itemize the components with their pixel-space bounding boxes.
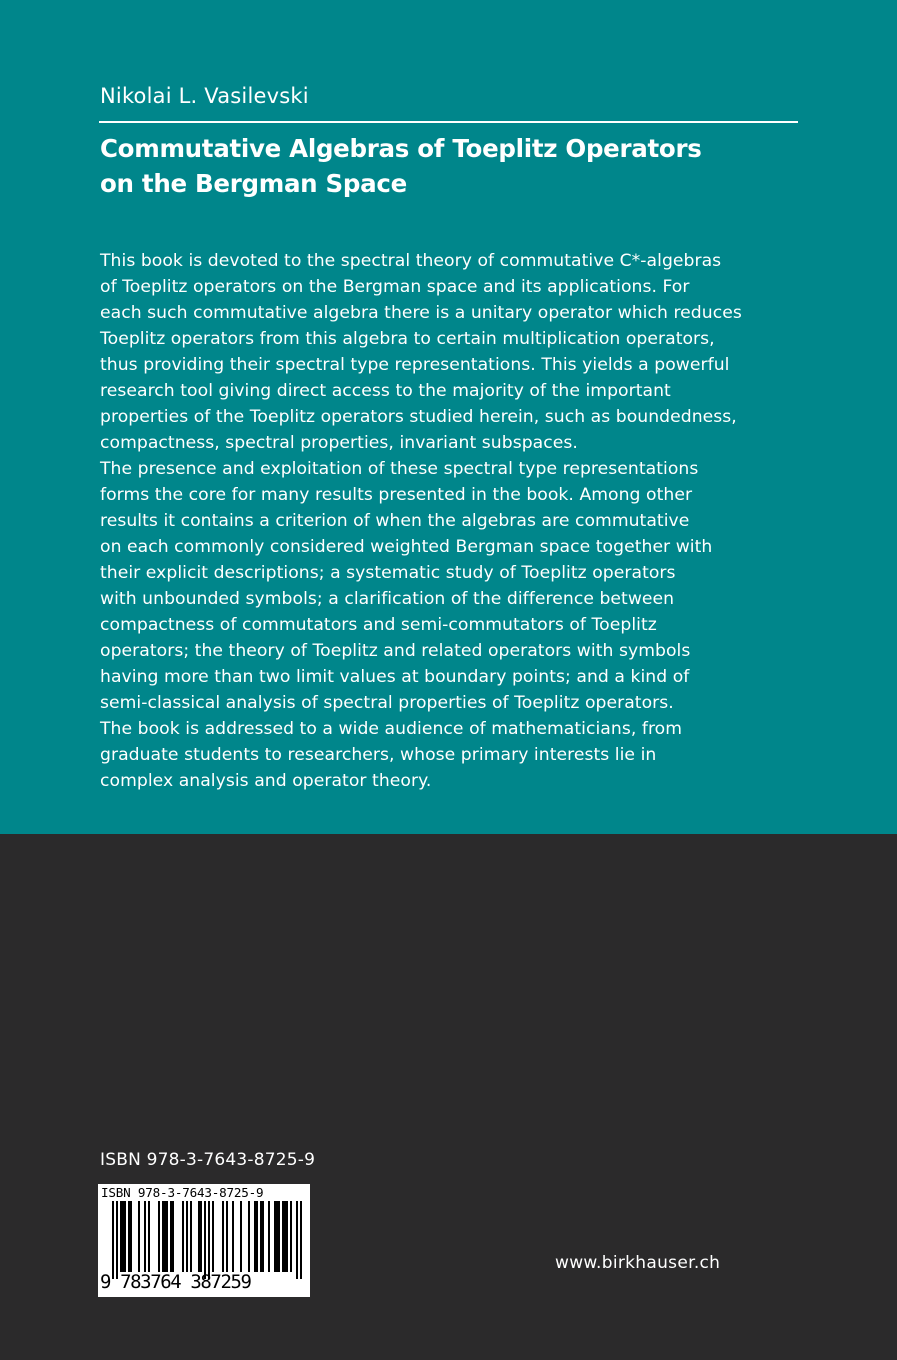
publisher-website[interactable]: www.birkhauser.ch [555, 1253, 721, 1273]
barcode-bar [130, 1201, 132, 1272]
barcode-bar [254, 1201, 256, 1272]
description-line: each such commutative algebra there is a unitary operator which reduces [100, 303, 742, 323]
description-line: research tool giving direct access to the majority of the important [100, 381, 671, 401]
title-divider [99, 121, 798, 123]
book-title-line: on the Bergman Space [100, 169, 407, 198]
barcode-bar [296, 1201, 298, 1279]
description-line: thus providing their spectral type representations. This yields a powerful [100, 355, 730, 375]
barcode-bar [162, 1201, 164, 1272]
barcode-bar [232, 1201, 234, 1272]
description-line: operators; the theory of Toeplitz and related operators with symbols [100, 641, 691, 661]
author-name: Nikolai L. Vasilevski [100, 84, 309, 108]
barcode-bar [116, 1201, 118, 1279]
barcode-bar [158, 1201, 160, 1272]
description-line: compactness, spectral properties, invariant subspaces. [100, 433, 578, 453]
barcode-bar [164, 1201, 166, 1272]
barcode-bar [128, 1201, 130, 1272]
barcode-bar [122, 1201, 124, 1272]
barcode-bar [260, 1201, 262, 1272]
description-line: properties of the Toeplitz operators studied herein, such as boundedness, [100, 407, 737, 427]
isbn-barcode [98, 1184, 310, 1297]
barcode-bar [138, 1201, 140, 1272]
book-description [100, 248, 820, 794]
barcode-bar [256, 1201, 258, 1272]
barcode-bar [274, 1201, 276, 1272]
barcode-bar [276, 1201, 278, 1272]
barcode-bar [166, 1201, 168, 1272]
description-line: on each commonly considered weighted Bergman space together with [100, 537, 713, 557]
barcode-bar [204, 1201, 206, 1279]
barcode-digits: 9 783764 387259 [100, 1271, 251, 1293]
barcode-bar [200, 1201, 202, 1272]
description-line: This book is devoted to the spectral theory of commutative C*-algebras [100, 251, 722, 271]
description-line: compactness of commutators and semi-commutators of Toeplitz [100, 615, 657, 635]
barcode-bar [300, 1201, 302, 1279]
description-line: complex analysis and operator theory. [100, 771, 432, 791]
barcode-bar [226, 1201, 228, 1272]
barcode-bar [222, 1201, 224, 1272]
barcode-bar [262, 1201, 264, 1272]
isbn-label: ISBN 978-3-7643-8725-9 [100, 1150, 316, 1170]
barcode-bar [248, 1201, 250, 1272]
barcode-isbn-text: ISBN 978-3-7643-8725-9 [101, 1185, 264, 1200]
barcode-bar [170, 1201, 172, 1272]
barcode-bar [268, 1201, 270, 1272]
description-line: their explicit descriptions; a systematic study of Toeplitz operators [100, 563, 676, 583]
description-line: semi-classical analysis of spectral properties of Toeplitz operators. [100, 693, 674, 713]
barcode-bar [144, 1201, 146, 1272]
barcode-bar [172, 1201, 174, 1272]
barcode-bar [112, 1201, 114, 1279]
description-line: Toeplitz operators from this algebra to certain multiplication operators, [100, 329, 715, 349]
barcode-bar [148, 1201, 150, 1272]
description-line: with unbounded symbols; a clarification of the difference between [100, 589, 675, 609]
barcode-bar [124, 1201, 126, 1272]
description-line: results it contains a criterion of when the algebras are commutative [100, 511, 690, 531]
barcode-bar [190, 1201, 192, 1272]
book-title [100, 131, 800, 201]
description-line: having more than two limit values at boundary points; and a kind of [100, 667, 690, 687]
book-title-line: Commutative Algebras of Toeplitz Operators [100, 134, 702, 163]
barcode-bar [120, 1201, 122, 1272]
barcode-bar [212, 1201, 214, 1272]
barcode-bar [182, 1201, 184, 1272]
barcode-bar [290, 1201, 292, 1272]
barcode-bar [282, 1201, 284, 1272]
description-line: forms the core for many results presented in the book. Among other [100, 485, 693, 505]
barcode-bar [186, 1201, 188, 1272]
barcode-bar [198, 1201, 200, 1272]
barcode-bar [240, 1201, 242, 1272]
barcode-bar [286, 1201, 288, 1272]
barcode-bar [284, 1201, 286, 1272]
description-line: The presence and exploitation of these spectral type representations [100, 459, 699, 479]
description-line: of Toeplitz operators on the Bergman space and its applications. For [100, 277, 690, 297]
description-line: graduate students to researchers, whose primary interests lie in [100, 745, 657, 765]
barcode-bar [208, 1201, 210, 1279]
barcode-bar [278, 1201, 280, 1272]
description-line: The book is addressed to a wide audience of mathematicians, from [100, 719, 683, 739]
